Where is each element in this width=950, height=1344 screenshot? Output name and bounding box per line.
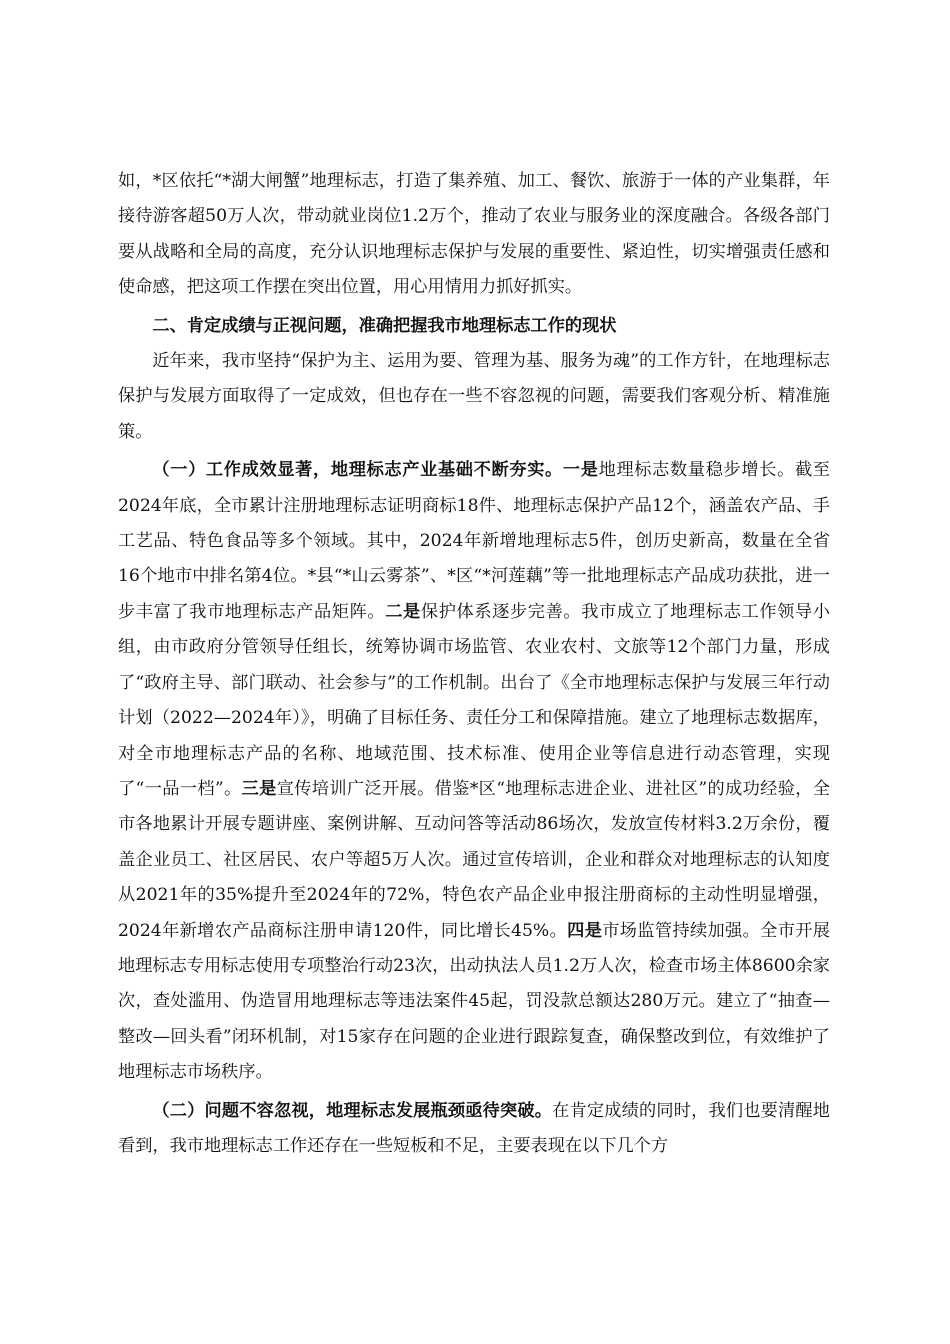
subsection-heading: （一）工作成效显著，地理标志产业基础不断夯实。 — [152, 460, 563, 481]
subsection-heading: （二）问题不容忽视，地理标志发展瓶颈亟待突破。 — [152, 1100, 553, 1121]
intro-continuation-paragraph: 如，*区依托“*湖大闸蟹”地理标志，打造了集养殖、加工、餐饮、旅游于一体的产业集群，年接待游客超50万人次，带动就业岗位1.2万个，推动了农业与服务业的深度融合。各级各部门要从战略和全局的高度，充分认识地理标志保护与发展的重要性、紧迫性，切实增强责任感和使命感，把这项工作摆在突出位置，用心用情用力抓好抓实。 — [118, 171, 830, 298]
point-marker: 一是 — [562, 460, 599, 481]
point-marker: 二是 — [385, 601, 421, 622]
section-intro-paragraph: 近年来，我市坚持“保护为主、运用为要、管理为基、服务为魂”的工作方针，在地理标志保护与发展方面取得了一定成效，但也存在一些不容忽视的问题，需要我们客观分析、精准施策。 — [118, 351, 830, 442]
section-heading: 二、肯定成绩与正视问题，准确把握我市地理标志工作的现状 — [152, 315, 617, 336]
document-body — [118, 164, 830, 1164]
point-text: 地理标志数量稳步增长。截至2024年底，全市累计注册地理标志证明商标18件、地理标志保护产品12个，涵盖农产品、手工艺品、特色食品等多个领域。其中，2024年新增地理标志5件，创历史新高，数量在全省16个地市中排名第4位。*县“*山云雾茶”、*区“*河莲藕”等一批地理标志产品成功获批，进一步丰富了我市地理标志产品矩阵。 — [118, 460, 830, 622]
point-text: 市场监管持续加强。全市开展地理标志专用标志使用专项整治行动23次，出动执法人员1.2万人次，检查市场主体8600余家次，查处滥用、伪造冒用地理标志等违法案件45起，罚没款总额达280万元。建立了“抽查—整改—回头看”闭环机制，对15家存在问题的企业进行跟踪复查，确保整改到位，有效维护了地理标志市场秩序。 — [118, 920, 830, 1083]
achievements-paragraph — [118, 453, 830, 1090]
point-marker: 三是 — [241, 778, 277, 799]
problems-paragraph — [118, 1094, 830, 1165]
point-marker: 四是 — [567, 920, 603, 941]
paragraph-text: 在肯定成绩的同时，我们也要清醒地看到，我市地理标志工作还存在一些短板和不足，主要表现在以下几个方 — [118, 1100, 830, 1156]
point-text: 宣传培训广泛开展。借鉴*区“地理标志进企业、进社区”的成功经验，全市各地累计开展专题讲座、案例讲解、互动问答等活动86场次，发放宣传材料3.2万余份，覆盖企业员工、社区居民、农户等超5万人次。通过宣传培训，企业和群众对地理标志的认知度从2021年的35%提升至2024年的72%，特色农产品企业申报注册商标的主动性明显增强，2024年新增农产品商标注册申请120件，同比增长45%。 — [118, 778, 830, 941]
point-text: 保护体系逐步完善。我市成立了地理标志工作领导小组，由市政府分管领导任组长，统筹协调市场监管、农业农村、文旅等12个部门力量，形成了“政府主导、部门联动、社会参与”的工作机制。出台了《全市地理标志保护与发展三年行动计划（2022—2024年）》，明确了目标任务、责任分工和保障措施。建立了地理标志数据库，对全市地理标志产品的名称、地域范围、技术标准、使用企业等信息进行动态管理，实现了“一品一档”。 — [118, 601, 830, 799]
